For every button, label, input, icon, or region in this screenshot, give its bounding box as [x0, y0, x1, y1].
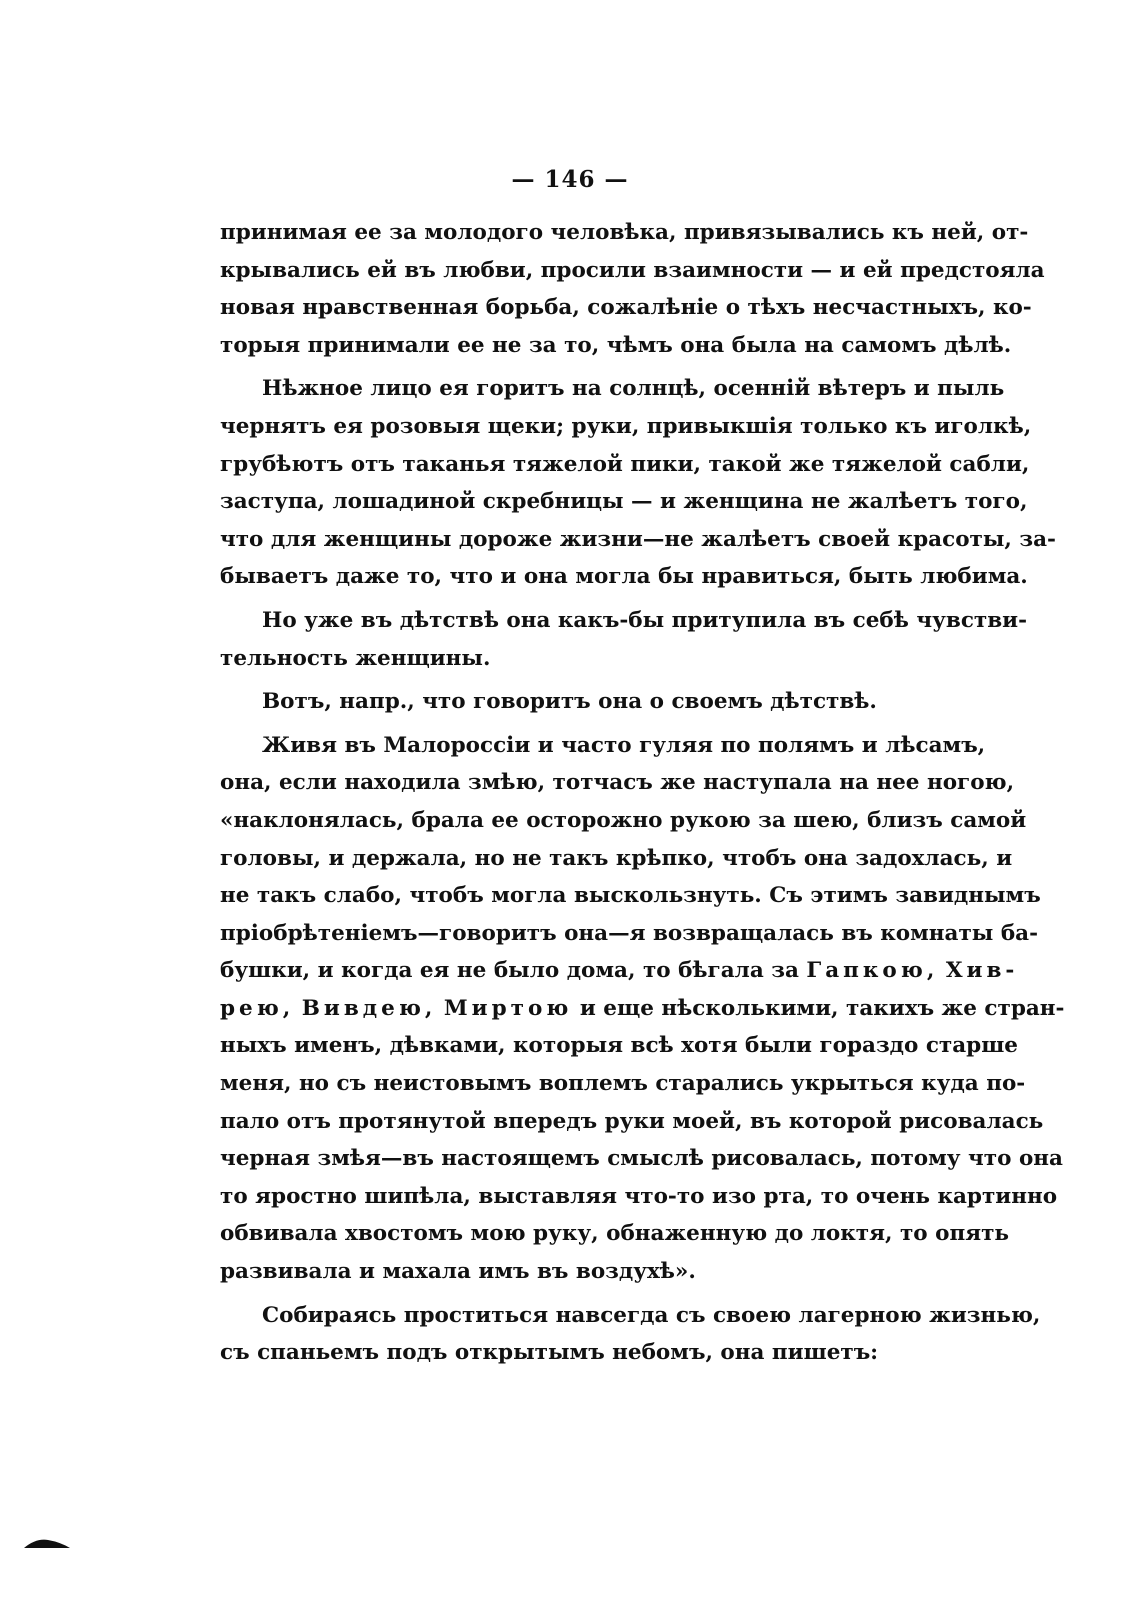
- spaced-name: Миртою: [443, 995, 573, 1021]
- text-line: ныхъ именъ, дѣвками, которыя всѣ хотя были гораздо старше: [220, 1033, 1018, 1059]
- text-line: грубѣютъ отъ таканья тяжелой пики, такой же тяжелой сабли,: [220, 451, 1030, 477]
- text-fragment: бушки, и когда ея не было дома, то бѣгала за: [220, 958, 799, 984]
- text-fragment: и еще нѣсколькими, такихъ же стран-: [579, 995, 1065, 1021]
- text-line: меня, но съ неистовымъ воплемъ старались укрыться куда по-: [220, 1071, 1026, 1097]
- text-line: чернятъ ея розовыя щеки; руки, привыкшія только къ иголкѣ,: [220, 413, 1032, 439]
- text-line-with-names: [220, 990, 1065, 1028]
- paragraph-6: [220, 1297, 1041, 1372]
- body-text: [220, 214, 1065, 1372]
- text-line: что для женщины дороже жизни—не жалѣетъ своей красоты, за-: [220, 526, 1056, 552]
- text-line: новая нравственная борьба, сожалѣніе о тѣхъ несчастныхъ, ко-: [220, 295, 1032, 321]
- text-line: крывались ей въ любви, просили взаимности — и ей предстояла: [220, 257, 1045, 283]
- text-line: она, если находила змѣю, тотчасъ же наступала на нее ногою,: [220, 770, 1015, 796]
- text-line: тельность женщины.: [220, 645, 491, 671]
- text-line: пало отъ протянутой впередъ руки моей, въ которой рисовалась: [220, 1108, 1044, 1134]
- page-number: — 146 —: [511, 166, 629, 193]
- text-line-with-names: [220, 952, 1019, 990]
- text-line: не такъ слабо, чтобъ могла выскользнуть. Съ этимъ завиднымъ: [220, 883, 1041, 909]
- text-line: бываетъ даже то, что и она могла бы нравиться, быть любима.: [220, 564, 1028, 590]
- paragraph-1: [220, 214, 1045, 364]
- text-line: Вотъ, напр., что говоритъ она о своемъ дѣтствѣ.: [262, 689, 877, 715]
- text-line: принимая ее за молодого человѣка, привязывались къ ней, от-: [220, 220, 1029, 245]
- text-fragment: рею,: [220, 995, 295, 1021]
- spaced-name: Хив-: [945, 958, 1019, 984]
- text-line: головы, и держала, но не такъ крѣпко, чтобъ она задохлась, и: [220, 845, 1013, 871]
- text-line: съ спаньемъ подъ открытымъ небомъ, она пишетъ:: [220, 1340, 879, 1366]
- text-line: развивала и махала имъ въ воздухѣ».: [220, 1259, 696, 1285]
- scan-artifact-mark: [22, 1536, 72, 1550]
- paragraph-4: [220, 683, 972, 721]
- spaced-name: Гапкою,: [806, 958, 939, 984]
- text-line: черная змѣя—въ настоящемъ смыслѣ рисовалась, потому что она: [220, 1146, 1063, 1172]
- text-line: «наклонялась, брала ее осторожно рукою за шею, близъ самой: [220, 807, 1027, 833]
- text-line: обвивала хвостомъ мою руку, обнаженную до локтя, то опять: [220, 1221, 1010, 1247]
- text-line: то яростно шипѣла, выставляя что-то изо рта, то очень картинно: [220, 1183, 1058, 1209]
- text-line: Но уже въ дѣтствѣ она какъ-бы притупила въ себѣ чувстви-: [262, 607, 1028, 633]
- text-line: пріобрѣтеніемъ—говоритъ она—я возвращалась въ комнаты ба-: [220, 920, 1039, 946]
- text-line: Живя въ Малороссіи и часто гуляя по полямъ и лѣсамъ,: [262, 732, 986, 758]
- text-line: Собираясь проститься навсегда съ своею лагерною жизнью,: [262, 1302, 1041, 1328]
- text-line: Нѣжное лицо ея горитъ на солнцѣ, осенній вѣтеръ и пыль: [262, 376, 1005, 402]
- paragraph-3: [220, 602, 1028, 677]
- spaced-name: Вивдею,: [301, 995, 437, 1021]
- paragraph-5: [220, 727, 1065, 1291]
- text-line: торыя принимали ее не за то, чѣмъ она была на самомъ дѣлѣ.: [220, 332, 1012, 358]
- paragraph-2: [220, 370, 1056, 596]
- text-line: заступа, лошадиной скребницы — и женщина не жалѣетъ того,: [220, 489, 1028, 515]
